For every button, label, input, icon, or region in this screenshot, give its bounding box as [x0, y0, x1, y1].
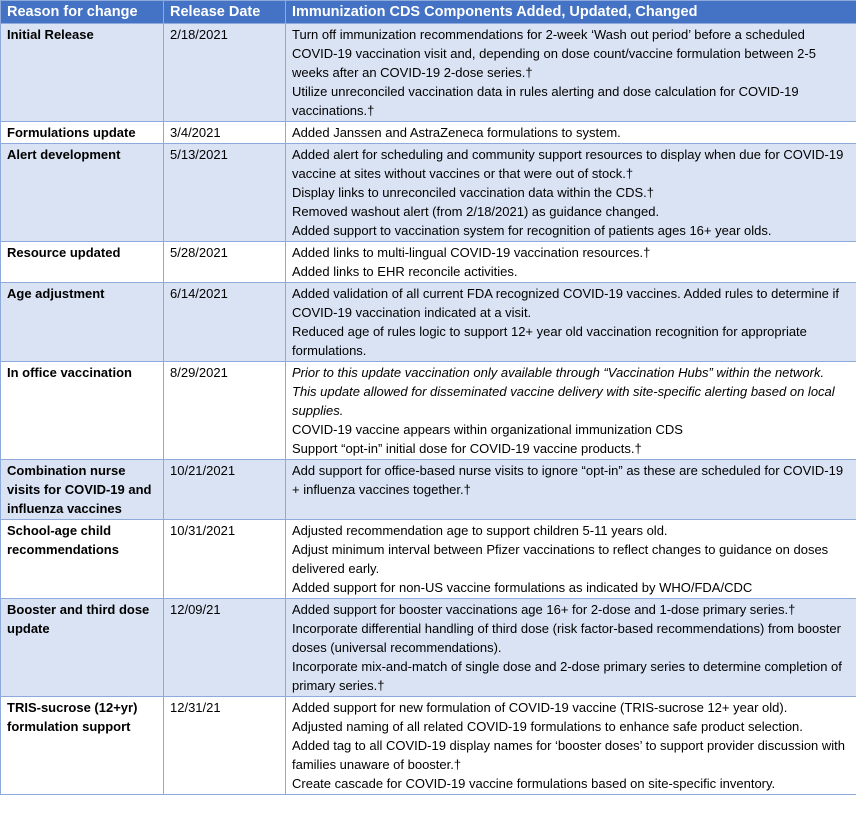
release-date-cell: 8/29/2021	[164, 362, 286, 460]
component-line: COVID-19 vaccine appears within organizational immunization CDS	[292, 422, 683, 437]
component-line: Added validation of all current FDA recognized COVID-19 vaccines. Added rules to determine if COVID-19 vaccination indicated at a visit.	[292, 286, 840, 320]
reason-cell: Alert development	[1, 144, 164, 242]
table-row	[1, 520, 856, 599]
component-line: Prior to this update vaccination only available through “Vaccination Hubs” within the network. This update allowed for disseminated vaccine delivery with site-specific alerting based on local supplies.	[292, 365, 835, 418]
component-line: Added support for new formulation of COVID-19 vaccine (TRIS-sucrose 12+ year old).	[292, 700, 788, 715]
release-date-cell: 5/28/2021	[164, 242, 286, 283]
table-row	[1, 362, 856, 460]
release-date-cell: 10/31/2021	[164, 520, 286, 599]
component-line: Removed washout alert (from 2/18/2021) as guidance changed.	[292, 204, 660, 219]
reason-cell: Resource updated	[1, 242, 164, 283]
components-cell	[286, 599, 856, 697]
header-release-date: Release Date	[164, 1, 286, 24]
component-line: Support “opt-in” initial dose for COVID-19 vaccine products.†	[292, 441, 642, 456]
component-line: Utilize unreconciled vaccination data in rules alerting and dose calculation for COVID-19 vaccinations.†	[292, 84, 799, 118]
component-line: Display links to unreconciled vaccination data within the CDS.†	[292, 185, 655, 200]
component-line: Adjust minimum interval between Pfizer vaccinations to reflect changes to guidance on doses delivered early.	[292, 542, 829, 576]
reason-cell: Combination nurse visits for COVID-19 and influenza vaccines	[1, 460, 164, 520]
component-line: Added alert for scheduling and community support resources to display when due for COVID-19 vaccine at sites without vaccines or that were out of stock.†	[292, 147, 844, 181]
components-cell	[286, 144, 856, 242]
component-line: Adjusted naming of all related COVID-19 formulations to enhance safe product selection.	[292, 719, 803, 734]
component-line: Added support to vaccination system for recognition of patients ages 16+ year olds.	[292, 223, 772, 238]
component-line: Create cascade for COVID-19 vaccine formulations based on site-specific inventory.	[292, 776, 776, 791]
component-line: Added tag to all COVID-19 display names for ‘booster doses’ to support provider discussion with families unaware of booster.†	[292, 738, 846, 772]
component-line: Added links to multi-lingual COVID-19 vaccination resources.†	[292, 245, 651, 260]
component-line: Added support for booster vaccinations age 16+ for 2-dose and 1-dose primary series.†	[292, 602, 796, 617]
release-date-cell: 2/18/2021	[164, 24, 286, 122]
components-cell	[286, 242, 856, 283]
table-row	[1, 122, 856, 144]
table-row	[1, 697, 856, 795]
release-date-cell: 10/21/2021	[164, 460, 286, 520]
reason-cell: School-age child recommendations	[1, 520, 164, 599]
reason-cell: In office vaccination	[1, 362, 164, 460]
component-line: Added links to EHR reconcile activities.	[292, 264, 518, 279]
reason-cell: Age adjustment	[1, 283, 164, 362]
table-row	[1, 460, 856, 520]
component-line: Added support for non-US vaccine formulations as indicated by WHO/FDA/CDC	[292, 580, 753, 595]
reason-cell: Initial Release	[1, 24, 164, 122]
component-line: Adjusted recommendation age to support children 5-11 years old.	[292, 523, 668, 538]
component-line: Incorporate differential handling of third dose (risk factor-based recommendations) from booster doses (universal recommendations).	[292, 621, 841, 655]
component-line: Turn off immunization recommendations for 2-week ‘Wash out period’ before a scheduled COVID-19 vaccination visit and, depending on dose count/vaccine formulation between 2-5 weeks after an COVID-19 2-dose series.†	[292, 27, 816, 80]
table-row	[1, 144, 856, 242]
component-line: Incorporate mix-and-match of single dose and 2-dose primary series to determine completion of primary series.†	[292, 659, 842, 693]
components-cell	[286, 362, 856, 460]
release-date-cell: 6/14/2021	[164, 283, 286, 362]
header-reason: Reason for change	[1, 1, 164, 24]
reason-cell: Formulations update	[1, 122, 164, 144]
table-row	[1, 283, 856, 362]
reason-cell: Booster and third dose update	[1, 599, 164, 697]
component-line: Added Janssen and AstraZeneca formulations to system.	[292, 125, 621, 140]
table-row	[1, 599, 856, 697]
components-cell	[286, 122, 856, 144]
components-cell	[286, 697, 856, 795]
table-row	[1, 24, 856, 122]
components-cell	[286, 460, 856, 520]
table-row	[1, 242, 856, 283]
header-components: Immunization CDS Components Added, Updated, Changed	[286, 1, 856, 24]
release-date-cell: 12/09/21	[164, 599, 286, 697]
components-cell	[286, 24, 856, 122]
reason-cell: TRIS-sucrose (12+yr) formulation support	[1, 697, 164, 795]
header-row	[1, 1, 856, 24]
release-date-cell: 3/4/2021	[164, 122, 286, 144]
release-date-cell: 5/13/2021	[164, 144, 286, 242]
components-cell	[286, 520, 856, 599]
component-line: Reduced age of rules logic to support 12+ year old vaccination recognition for appropriate formulations.	[292, 324, 807, 358]
component-line: Add support for office-based nurse visits to ignore “opt-in” as these are scheduled for COVID-19 + influenza vaccines together.†	[292, 463, 844, 497]
components-cell	[286, 283, 856, 362]
release-date-cell: 12/31/21	[164, 697, 286, 795]
